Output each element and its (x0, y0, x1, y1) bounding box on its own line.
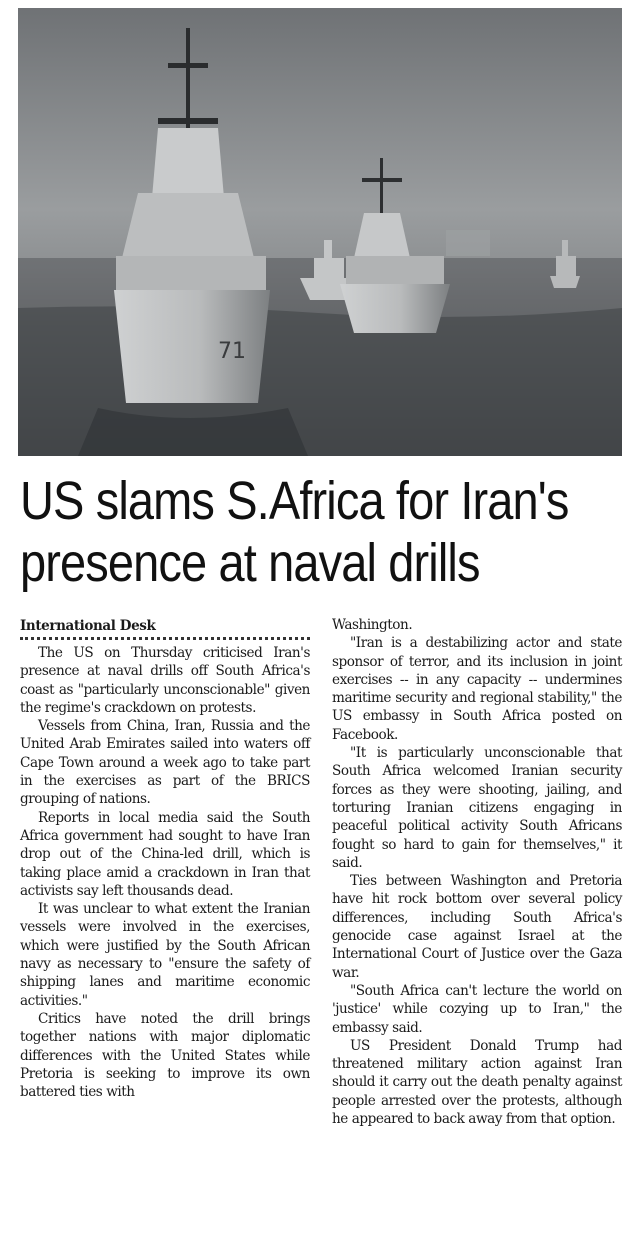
news-photo (18, 8, 622, 456)
svg-text:71: 71 (218, 339, 246, 364)
article-paragraph: US President Donald Trump had threatened military action against Iran should it carry out the death penalty against people arrested over the protests, although he appeared to back away from that option. (332, 1037, 622, 1128)
article-paragraph: "It is particularly unconscionable that South Africa welcomed Iranian security forces as they were shooting, jailing, and torturing Iranian citizens engaging in peaceful political activity South Africans fought so hard to gain for themselves," it said. (332, 745, 622, 871)
article-paragraph: Critics have noted the drill brings together nations with major diplomatic differences with the United States while Pretoria is seeking to improve its own battered ties with (20, 1010, 310, 1101)
article-column-right (332, 616, 622, 1246)
article-paragraph: "Iran is a destabilizing actor and state sponsor of terror, and its inclusion in joint exercises -- in any capacity -- undermines maritime security and regional stability," the US embassy in South Africa posted on Facebook. (332, 635, 622, 743)
byline-divider (20, 637, 310, 640)
naval-warships-photo (18, 8, 622, 456)
headline (20, 470, 569, 594)
article-paragraph: It was unclear to what extent the Iranian vessels were involved in the exercises, which were justified by the South African navy as necessary to "ensure the safety of shipping lanes and maritime economic activities." (20, 901, 310, 1009)
article-paragraph-continued: Washington. (332, 617, 413, 633)
article-paragraph: "South Africa can't lecture the world on 'justice' while cozying up to Iran," the embassy said. (332, 982, 622, 1036)
article-paragraph: The US on Thursday criticised Iran's presence at naval drills off South Africa's coast as "particularly unconscionable" given the regime's crackdown on protests. (20, 645, 310, 716)
article-paragraph: Reports in local media said the South Africa government had sought to have Iran drop out of the China-led drill, which is taking place amid a crackdown in Iran that activists say left thousands dead. (20, 809, 310, 899)
byline: International Desk (20, 618, 156, 634)
headline-line-2: presence at naval drills (20, 533, 480, 593)
article-paragraph: Ties between Washington and Pretoria have hit rock bottom over several policy differences, including South Africa's genocide case against Israel at the International Court of Justice over the Gaza war. (332, 873, 622, 981)
article-column-left (20, 616, 310, 1246)
headline-line-1: US slams S.Africa for Iran's (20, 471, 569, 531)
article-paragraph: Vessels from China, Iran, Russia and the United Arab Emirates sailed into waters off Cape Town around a week ago to take part in the exercises as part of the BRICS grouping of nations. (20, 718, 310, 808)
